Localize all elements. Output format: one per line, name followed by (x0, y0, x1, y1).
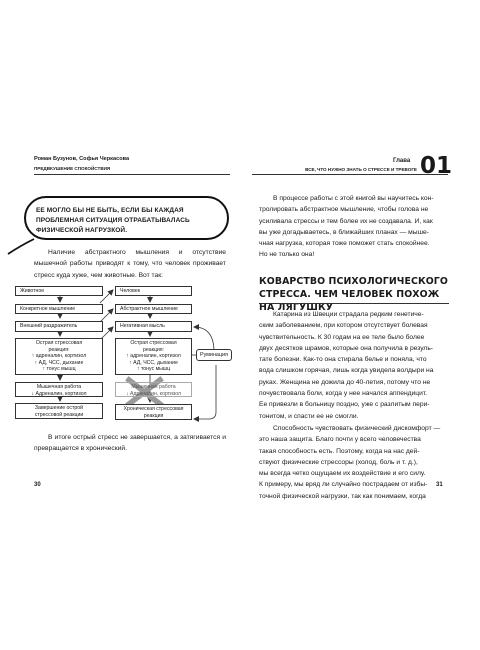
heading-rule (259, 303, 449, 304)
text-line: тонитом, и спасти ее не смогли. (259, 412, 359, 420)
text-line: почувствовала боли, когда у нее начался аппендицит. (259, 390, 428, 398)
text-line: В процессе работы с этой книгой вы научитесь кон- (273, 195, 434, 202)
text-line: чная нагрузка, которая тоже поможет стать спокойнее. (259, 240, 430, 248)
text-line: двух десятков шрамов, которые она получила в резуль- (259, 344, 434, 352)
concrete-thinking-box: Конкретное мышление (15, 304, 103, 314)
text-line: тролировать абстрактное мышление, чтобы голова не (259, 206, 429, 214)
rumination-box: Руминация (196, 349, 232, 361)
paragraph-2 (259, 309, 449, 422)
box-line: Мышечная работа (36, 384, 82, 390)
box-line: Острая стрессовая (130, 340, 177, 346)
text-line: ским заболеванием, при котором отсутствует болевая (259, 322, 428, 330)
paragraph-3 (259, 423, 449, 502)
box-line: стрессовой реакции (34, 411, 84, 418)
chronic-stress-box (115, 404, 192, 420)
text-line: это наша защита. Благо почти у всего человечества (259, 436, 421, 444)
callout-text: ЕЕ МОГЛО БЫ НЕ БЫТЬ, ЕСЛИ БЫ КАЖДАЯ ПРОБЛЕМНАЯ СИТУАЦИЯ ОТРАБАТЫВАЛАСЬ ФИЗИЧЕСКОЙ НАГРУЗКОЙ. (36, 207, 190, 235)
box-line: ↓ Адреналин, кортизол (31, 390, 87, 397)
paragraph-1 (259, 193, 449, 261)
paragraph-outro: В итоге острый стресс не завершается, а затягивается и превращается в хронический. (34, 434, 226, 453)
paragraph-intro: Наличие абстрактного мышления и отсутствие мышечной работы приводят к тому, что человек проживает стресс куда хуже, чем животные. Вот так: (34, 249, 226, 279)
chapter-title: ВСЕ, ЧТО НУЖНО ЗНАТЬ О СТРЕССЕ И ТРЕВОГЕ (305, 167, 417, 172)
acute-stress-end-box (15, 403, 103, 419)
text-line: такая способность есть. Поэтому, когда на нас дей- (259, 447, 420, 455)
acute-stress-box-animal (15, 338, 103, 375)
box-line: реакция: (142, 346, 165, 353)
page-number-right: 31 (436, 482, 443, 488)
box-line: ↑ тонус мышц (136, 366, 171, 373)
text-line: руках. Женщина не дожила до 40-летия, потому что не (259, 378, 431, 386)
text-line: Катарина из Швеции страдала редким генетиче- (273, 311, 424, 318)
text-line: чувствительность. К 30 годам на ее теле было более (259, 333, 425, 341)
box-line: ↑ тонус мышц (42, 366, 76, 373)
animal-box: Животное (15, 286, 103, 296)
box-line: ↑ адреналин, кортизол (31, 353, 87, 360)
human-box: Человек (115, 286, 192, 296)
text-line: К примеру, мы вряд ли случайно пострадаем от избы- (259, 481, 428, 489)
abstract-thinking-box: Абстрактное мышление (115, 304, 192, 314)
text-line: Но не только она! (259, 251, 315, 259)
text-line: мы всегда четко ощущаем их воздействие и его силу. (259, 470, 426, 478)
box-line: Хроническая стрессовая (123, 406, 184, 412)
chapter-label: Глава (393, 158, 411, 164)
text-line: вода слишком горячая, лишь когда увидела волдыри на (259, 367, 434, 375)
box-line: Мышечная работа (131, 384, 176, 390)
text-line: вы уже догадываетесь, в ближайших планах — мыше- (259, 228, 429, 236)
text-line: Ее привезли в больницу поздно, уже с разлитым пери- (259, 401, 430, 409)
page-number-left: 30 (34, 482, 41, 488)
text-line: усиливала стрессы и тем более их не создавала. И, как (259, 217, 433, 225)
box-line: реакция: (48, 346, 70, 353)
header-rule-right (252, 174, 448, 175)
running-header-book-title: ПРЕДВКУШЕНИЕ СПОКОЙСТВИЯ (34, 166, 111, 171)
box-line: ↑ АД, ЧСС, дыхание (129, 359, 178, 366)
box-line: реакция (143, 412, 164, 419)
acute-stress-box-human (115, 338, 192, 375)
external-stimulus-box: Внешний раздражитель (15, 321, 103, 332)
negative-thought-box: Негативная мысль (115, 321, 192, 332)
box-line: ↑ адреналин, кортизол (126, 353, 181, 360)
running-header-authors: Роман Бузунов, Софья Черкасова (34, 156, 130, 162)
muscle-work-box-human-crossed (115, 382, 192, 397)
box-line: ↓ Адреналин, кортизол (125, 390, 182, 397)
box-line: Завершение острой (34, 405, 84, 411)
text-line: ствуют физические стрессоры (холод, боль и т. д.), (259, 458, 418, 466)
box-line: Острая стрессовая (35, 340, 83, 346)
chapter-number: 01 (420, 153, 453, 179)
section-heading: КОВАРСТВО ПСИХОЛОГИЧЕСКОГО СТРЕССА. ЧЕМ ЧЕЛОВЕК ПОХОЖ НА ЛЯГУШКУ (259, 276, 448, 313)
text-line: тате болезни. Как-то она стирала белье и поняла, что (259, 356, 427, 364)
muscle-work-box-animal (15, 382, 103, 397)
text-line: Способность чувствовать физический дискомфорт — (273, 425, 441, 432)
box-line: ↑ АД, ЧСС, дыхание (34, 359, 84, 366)
text-line: точной физической нагрузки, так как понимаем, когда (259, 492, 426, 500)
